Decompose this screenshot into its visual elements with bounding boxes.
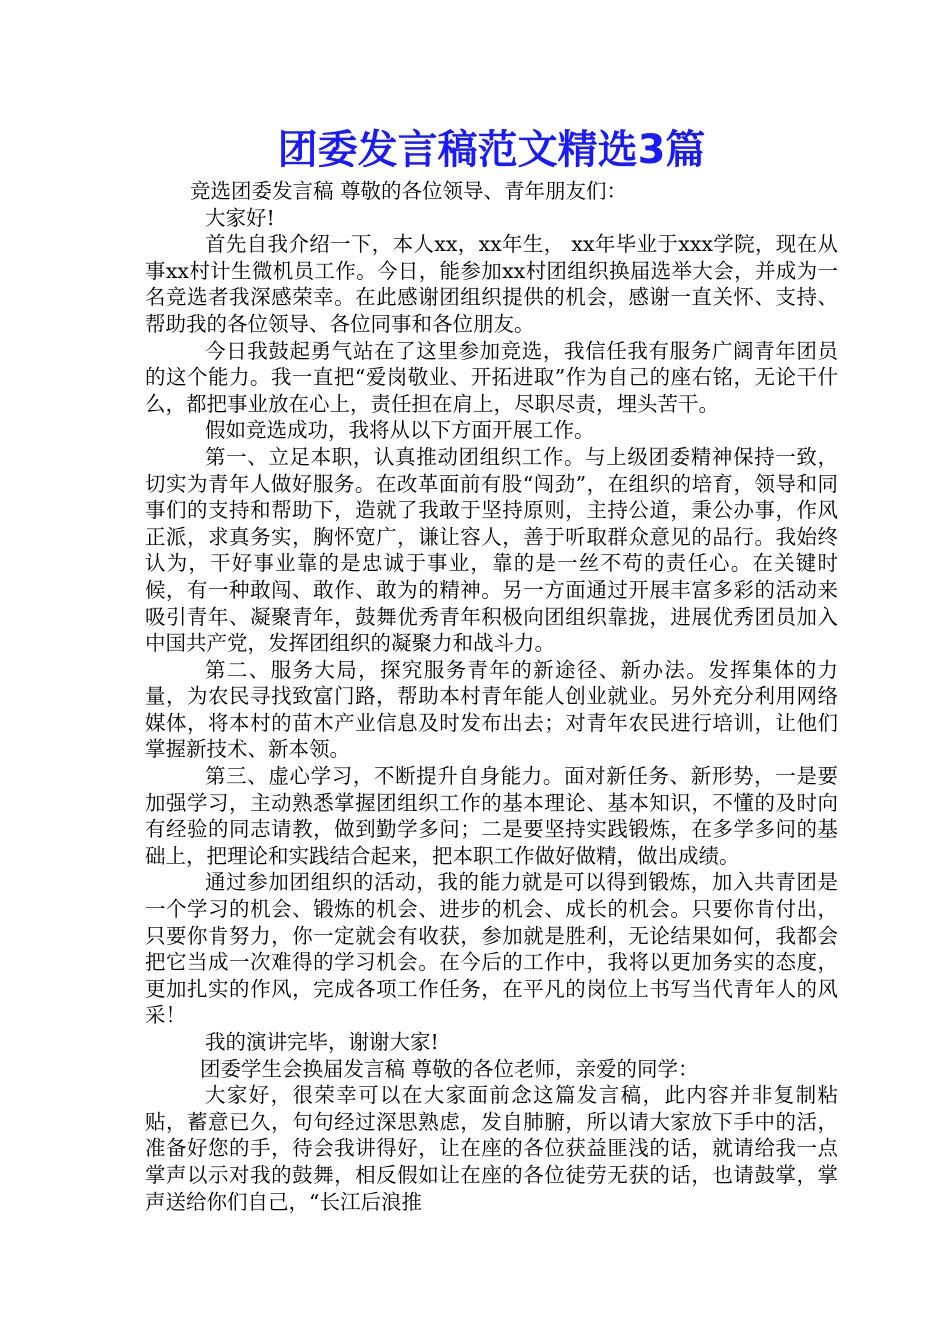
body-paragraph: 通过参加团组织的活动，我的能力就是可以得到锻炼，加入共青团是一个学习的机会、锻炼的机会、进步的机会、成长的机会。只要你肯付出，只要你肯努力，你一定就会有收获，参加就是胜利，无论结果如何，我都会把它当成一次难得的学习机会。在今后的工作中，我将以更加务实的态度，更加扎实的作风，完成各项工作任务，在平凡的岗位上书写当代青年人的风采！ (145, 870, 838, 1028)
closing-paragraph: 我的演讲完毕，谢谢大家! (205, 1030, 439, 1054)
document-body (145, 178, 838, 1215)
body-paragraph: 第三、虚心学习，不断提升自身能力。面对新任务、新形势，一是要加强学习，主动熟悉掌握团组织工作的基本理论、基本知识，不懂的及时向有经验的同志请教，做到勤学多问；二是要坚持实践锻炼，在多学多问的基础上，把理论和实践结合起来，把本职工作做好做精，做出成绩。 (145, 764, 838, 868)
section-heading-1: 竞选团委发言稿 尊敬的各位领导、青年朋友们： (190, 179, 628, 203)
body-paragraph: 第二、服务大局，探究服务青年的新途径、新办法。发挥集体的力量，为农民寻找致富门路，帮助本村青年能人创业就业。另外充分利用网络媒体，将本村的苗木产业信息及时发布出去；对青年农民进行培训，让他们掌握新技术、新本领。 (145, 657, 838, 762)
section-heading-2: 团委学生会换届发言稿 尊敬的各位老师，亲爱的同学： (200, 1056, 699, 1081)
greeting-paragraph: 大家好! (205, 205, 275, 230)
body-paragraph: 大家好，很荣幸可以在大家面前念这篇发言稿，此内容并非复制粘贴，蓄意已久，句句经过深思熟虑，发自肺腑，所以请大家放下手中的活，准备好您的手，待会我讲得好，让在座的各位获益匪浅的话，就请给我一点掌声以示对我的鼓舞，相反假如让在座的各位徒劳无获的话，也请鼓掌，掌声送给你们自己，“长江后浪推 (145, 1083, 838, 1214)
body-paragraph: 假如竞选成功，我将从以下方面开展工作。 (205, 418, 595, 443)
body-paragraph: 今日我鼓起勇气站在了这里参加竞选，我信任我有服务广阔青年团员的这个能力。我一直把“爱岗敬业、开拓进取”作为自己的座右铭，无论干什么，都把事业放在心上，责任担在肩上，尽职尽责，埋头苦干。 (145, 338, 838, 416)
body-paragraph: 首先自我介绍一下，本人xx，xx年生， xx年毕业于xxx学院，现在从事xx村计生微机员工作。今日，能参加xx村团组织换届选举大会，并成为一名竞选者我深感荣幸。在此感谢团组织提供的机会，感谢一直关怀、支持、帮助我的各位领导、各位同事和各位朋友。 (145, 232, 838, 336)
body-paragraph: 第一、立足本职，认真推动团组织工作。与上级团委精神保持一致，切实为青年人做好服务。在改革面前有股“闯劲”，在组织的培育，领导和同事们的支持和帮助下，造就了我敢于坚持原则，主持公道，秉公办事，作风正派，求真务实，胸怀宽广，谦让容人，善于听取群众意见的品行。我始终认为，干好事业靠的是忠诚于事业，靠的是一丝不苟的责任心。在关键时候，有一种敢闯、敢作、敢为的精神。另一方面通过开展丰富多彩的活动来吸引青年、凝聚青年，鼓舞优秀青年积极向团组织靠拢，进展优秀团员加入中国共产党，发挥团组织的凝聚力和战斗力。 (145, 444, 838, 656)
document-title: 团委发言稿范文精选3篇 (277, 127, 706, 173)
